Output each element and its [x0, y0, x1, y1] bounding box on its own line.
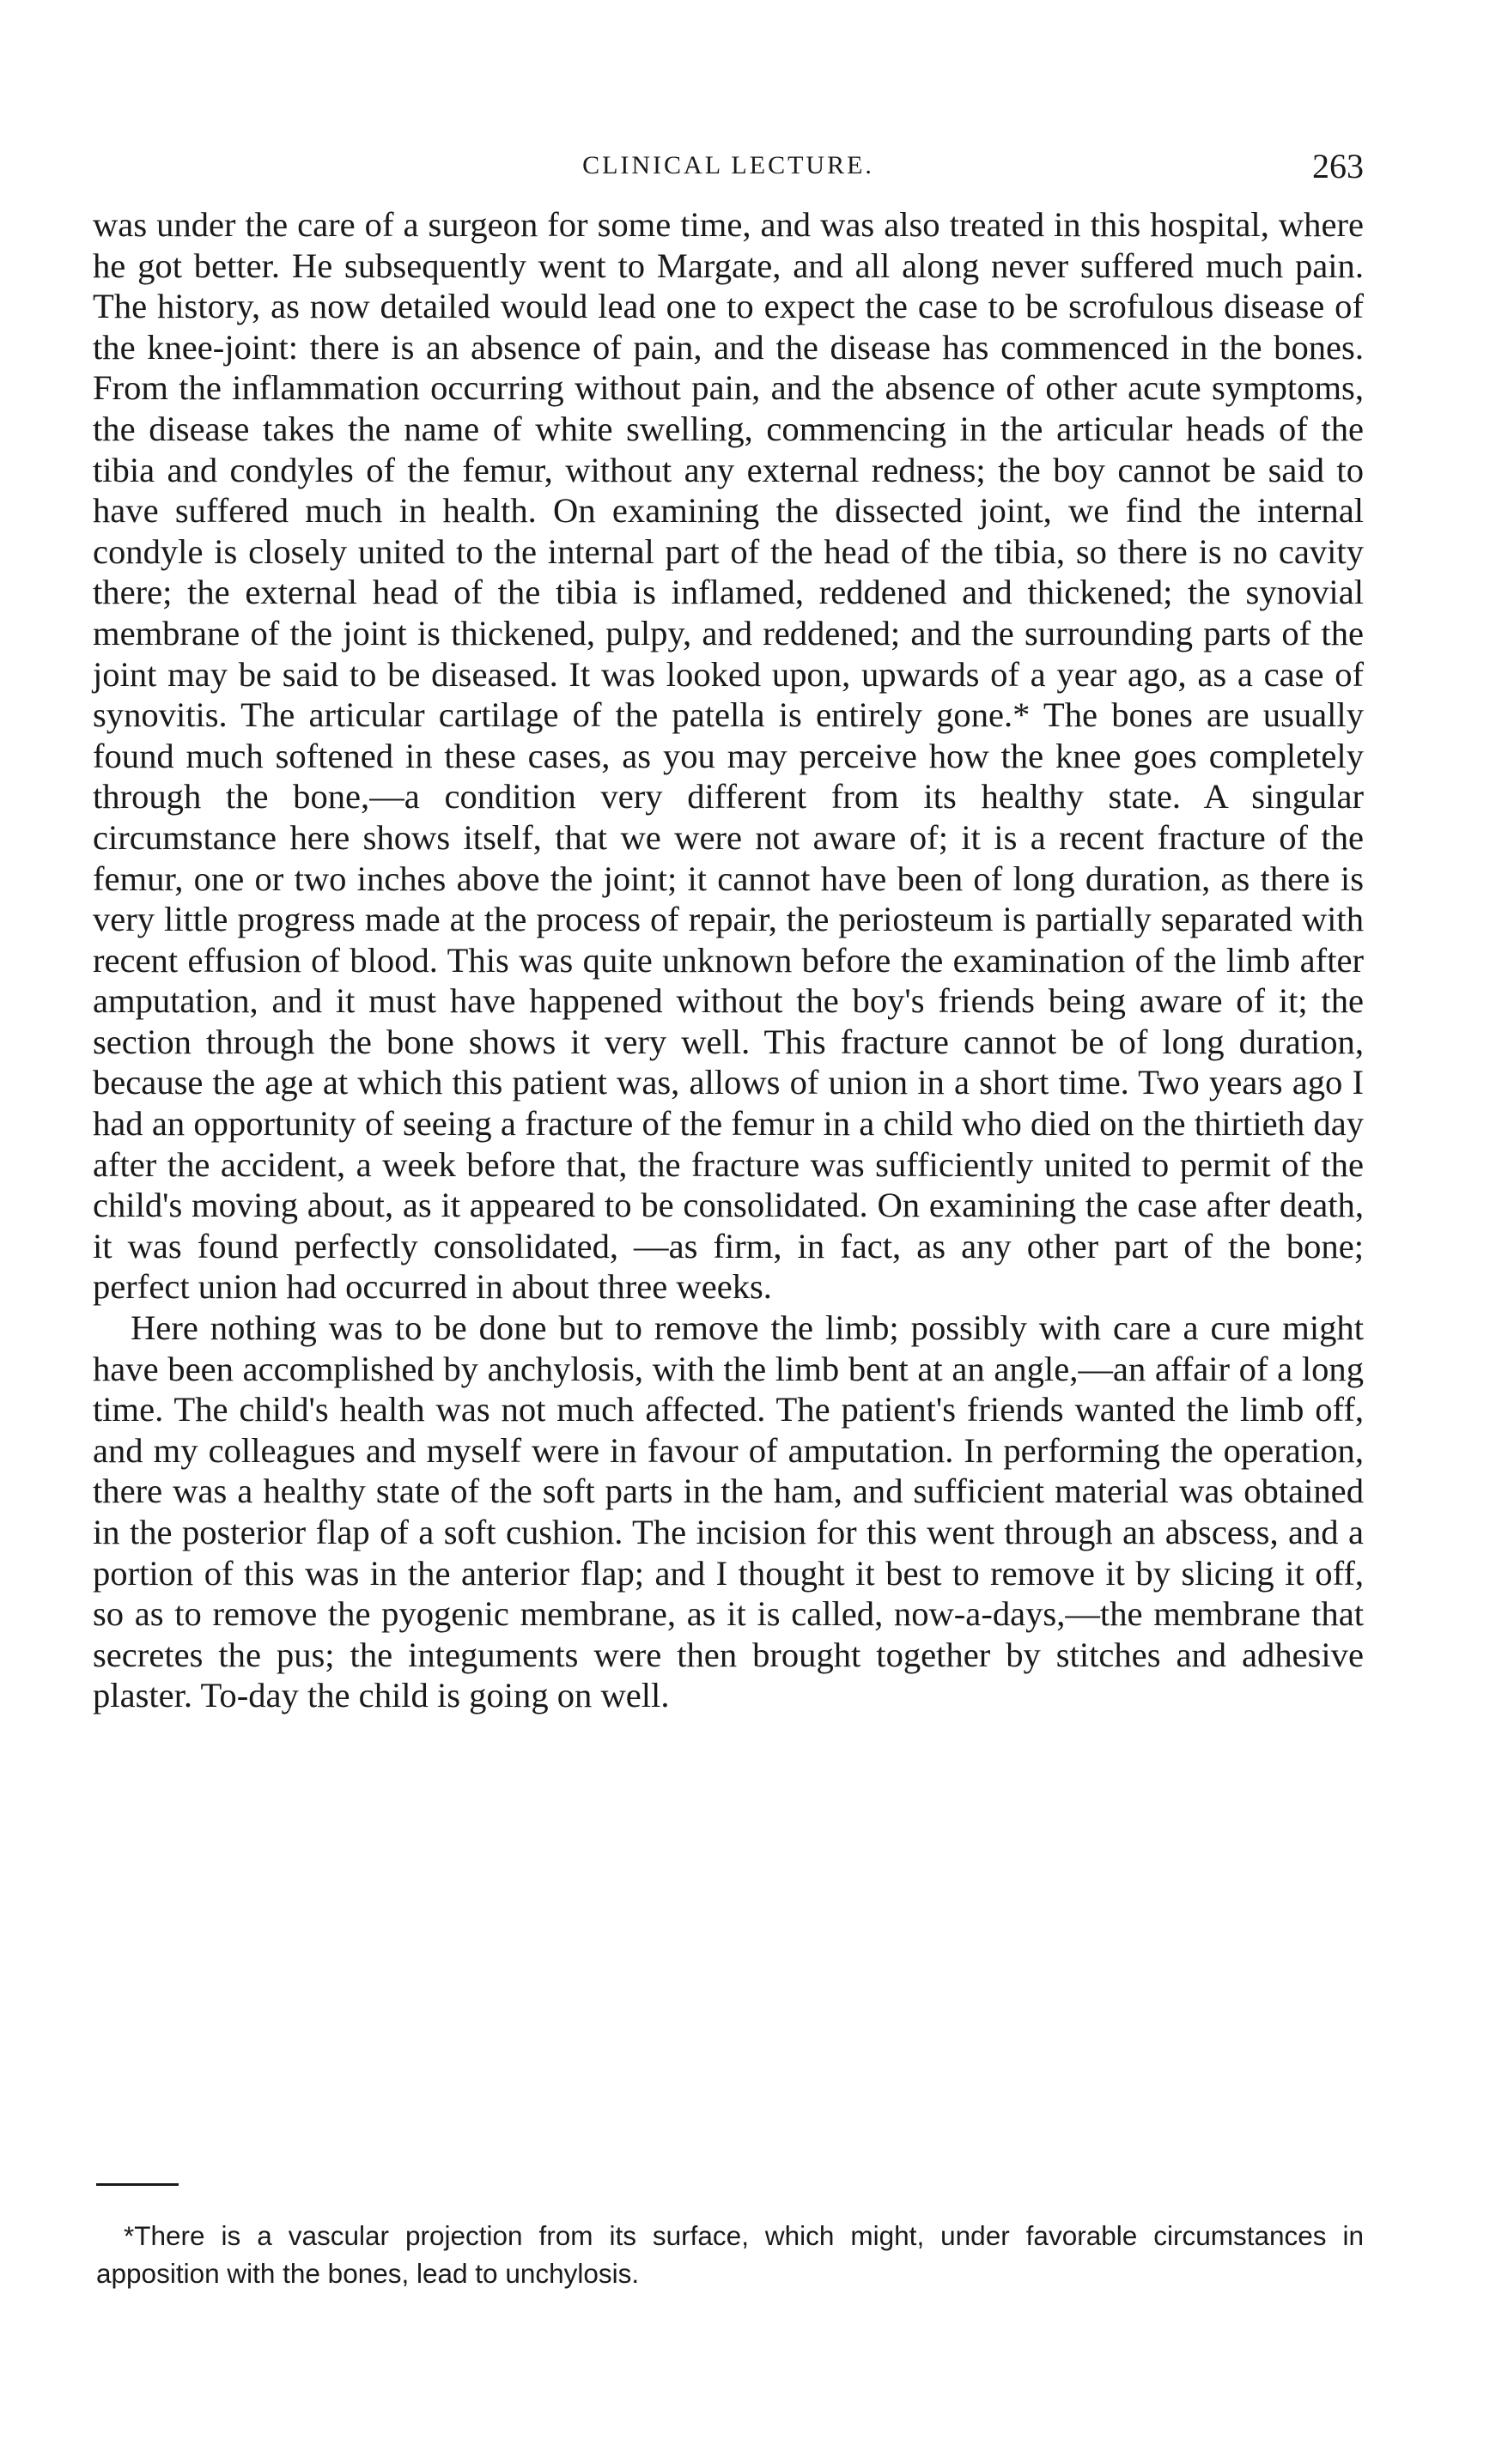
- running-head: CLINICAL LECTURE.: [582, 151, 874, 179]
- body-text: [93, 204, 1364, 1716]
- page-header: [93, 146, 1364, 189]
- paragraph-2: Here nothing was to be done but to remove the limb; possibly with care a cure might have been accomplished by anchylosis, with the limb bent at an angle,—an affair of a long time. The child's health was not much affected. The patient's friends wanted the limb off, and my colleagues and myself were in favour of amputation. In performing the operation, there was a healthy state of the soft parts in the ham, and sufficient material was obtained in the posterior flap of a soft cushion. The incision for this went through an abscess, and a portion of this was in the anterior flap; and I thought it best to remove it by slicing it off, so as to remove the pyogenic membrane, as it is called, now-a-days,—the membrane that secretes the pus; the integuments were then brought together by stitches and adhesive plaster. To-day the child is going on well.: [93, 1308, 1364, 1715]
- paragraph-1: was under the care of a surgeon for some time, and was also treated in this hospital, where he got better. He subsequently went to Margate, and all along never suffered much pain. The history, as now detailed would lead one to expect the case to be scrofulous disease of the knee-joint: there is an absence of pain, and the disease has commenced in the bones. From the inflammation occurring without pain, and the absence of other acute symptoms, the disease takes the name of white swelling, commencing in the articular heads of the tibia and condyles of the femur, without any external redness; the boy cannot be said to have suffered much in health. On examining the dissected joint, we find the internal condyle is closely united to the internal part of the head of the tibia, so there is no cavity there; the external head of the tibia is inflamed, reddened and thickened; the synovial membrane of the joint is thickened, pulpy, and reddened; and the surrounding parts of the joint may be said to be diseased. It was looked upon, upwards of a year ago, as a case of synovitis. The articular cartilage of the patella is entirely gone.* The bones are usually found much softened in these cases, as you may perceive how the knee goes completely through the bone,—a condition very different from its healthy state. A singular circumstance here shows itself, that we were not aware of; it is a recent fracture of the femur, one or two inches above the joint; it cannot have been of long duration, as there is very little progress made at the process of repair, the periosteum is partially separated with recent effusion of blood. This was quite unknown before the examination of the limb after amputation, and it must have happened without the boy's friends being aware of it; the section through the bone shows it very well. This fracture cannot be of long duration, because the age at which this patient was, allows of union in a short time. Two years ago I had an opportunity of seeing a fracture of the femur in a child who died on the thirtieth day after the accident, a week before that, the fracture was sufficiently united to permit of the child's moving about, as it appeared to be consolidated. On examining the case after death, it was found perfectly consolidated, —as firm, in fact, as any other part of the bone; perfect union had occurred in about three weeks.: [93, 205, 1364, 1307]
- footnote-rule: [96, 2183, 179, 2186]
- page-number: 263: [1312, 147, 1364, 185]
- footnote: *There is a vascular projection from its surface, which might, under favorable circumstances in apposition with the bones, lead to unchylosis.: [96, 2220, 1364, 2289]
